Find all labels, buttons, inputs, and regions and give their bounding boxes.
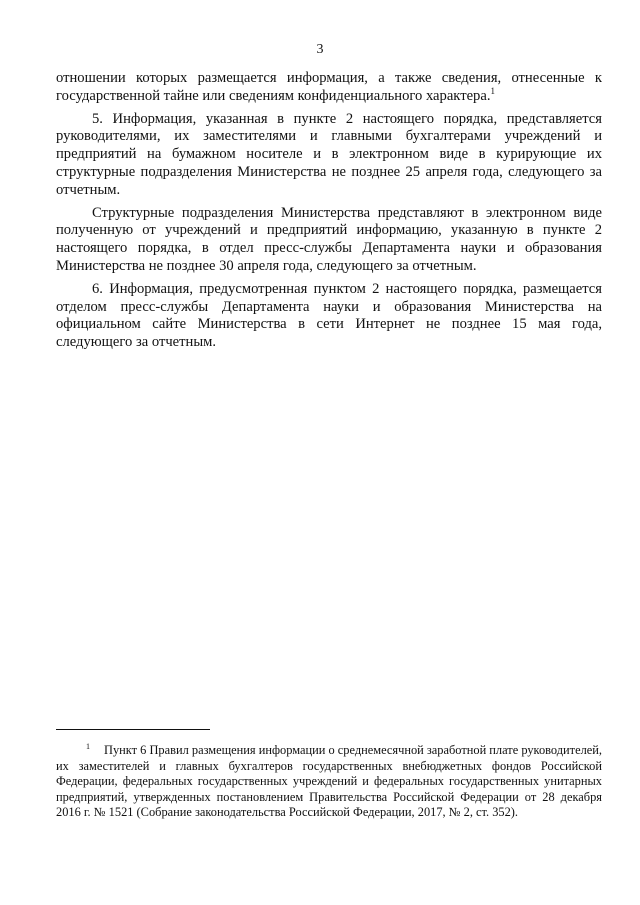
paragraph-item-5: 5. Информация, указанная в пункте 2 настоящего порядка, представляется руководителями, их заместителями и главными бухгалтерами учреждений и предприятий на бумажном носителе и в электронном виде в курирующие их структурные подразделения Министерства не позднее 25 апреля года, следующего за отчетным. <box>56 110 602 198</box>
paragraph-text: отношении которых размещается информация, а также сведения, отнесенные к государственной тайне или сведениям конфиденциального характера. <box>56 70 602 104</box>
paragraph-continuation <box>56 70 602 106</box>
paragraph-item-6: 6. Информация, предусмотренная пунктом 2 настоящего порядка, размещается отделом пресс-службы Департамента науки и образования Министерства на официальном сайте Министерства в сети Интернет не позднее 15 мая года, следующего за отчетным. <box>56 280 602 351</box>
footnote-reference: 1 <box>490 85 495 96</box>
document-body <box>56 70 602 357</box>
footnote-marker: 1 <box>86 741 90 751</box>
paragraph-structural-units: Структурные подразделения Министерства представляют в электронном виде полученную от учреждений и предприятий информацию, указанную в пункте 2 настоящего порядка, в отдел пресс-службы Департамента науки и образования Министерства не позднее 30 апреля года, следующего за отчетным. <box>56 204 602 274</box>
footnote-text: Пункт 6 Правил размещения информации о среднемесячной заработной плате руководителей, их заместителей и главных бухгалтеров государственных внебюджетных фондов Российской Федерации, федеральных государственных учреждений и федеральных государственных унитарных предприятий, утвержденных постановлением Правительства Российской Федерации от 28 декабря 2016 г. № 1521 (Собрание законодательства Российской Федерации, 2017, № 2, ст. 352). <box>56 743 602 820</box>
footnote <box>56 743 602 821</box>
page-number: 3 <box>316 42 324 57</box>
footnote-separator <box>56 729 210 730</box>
